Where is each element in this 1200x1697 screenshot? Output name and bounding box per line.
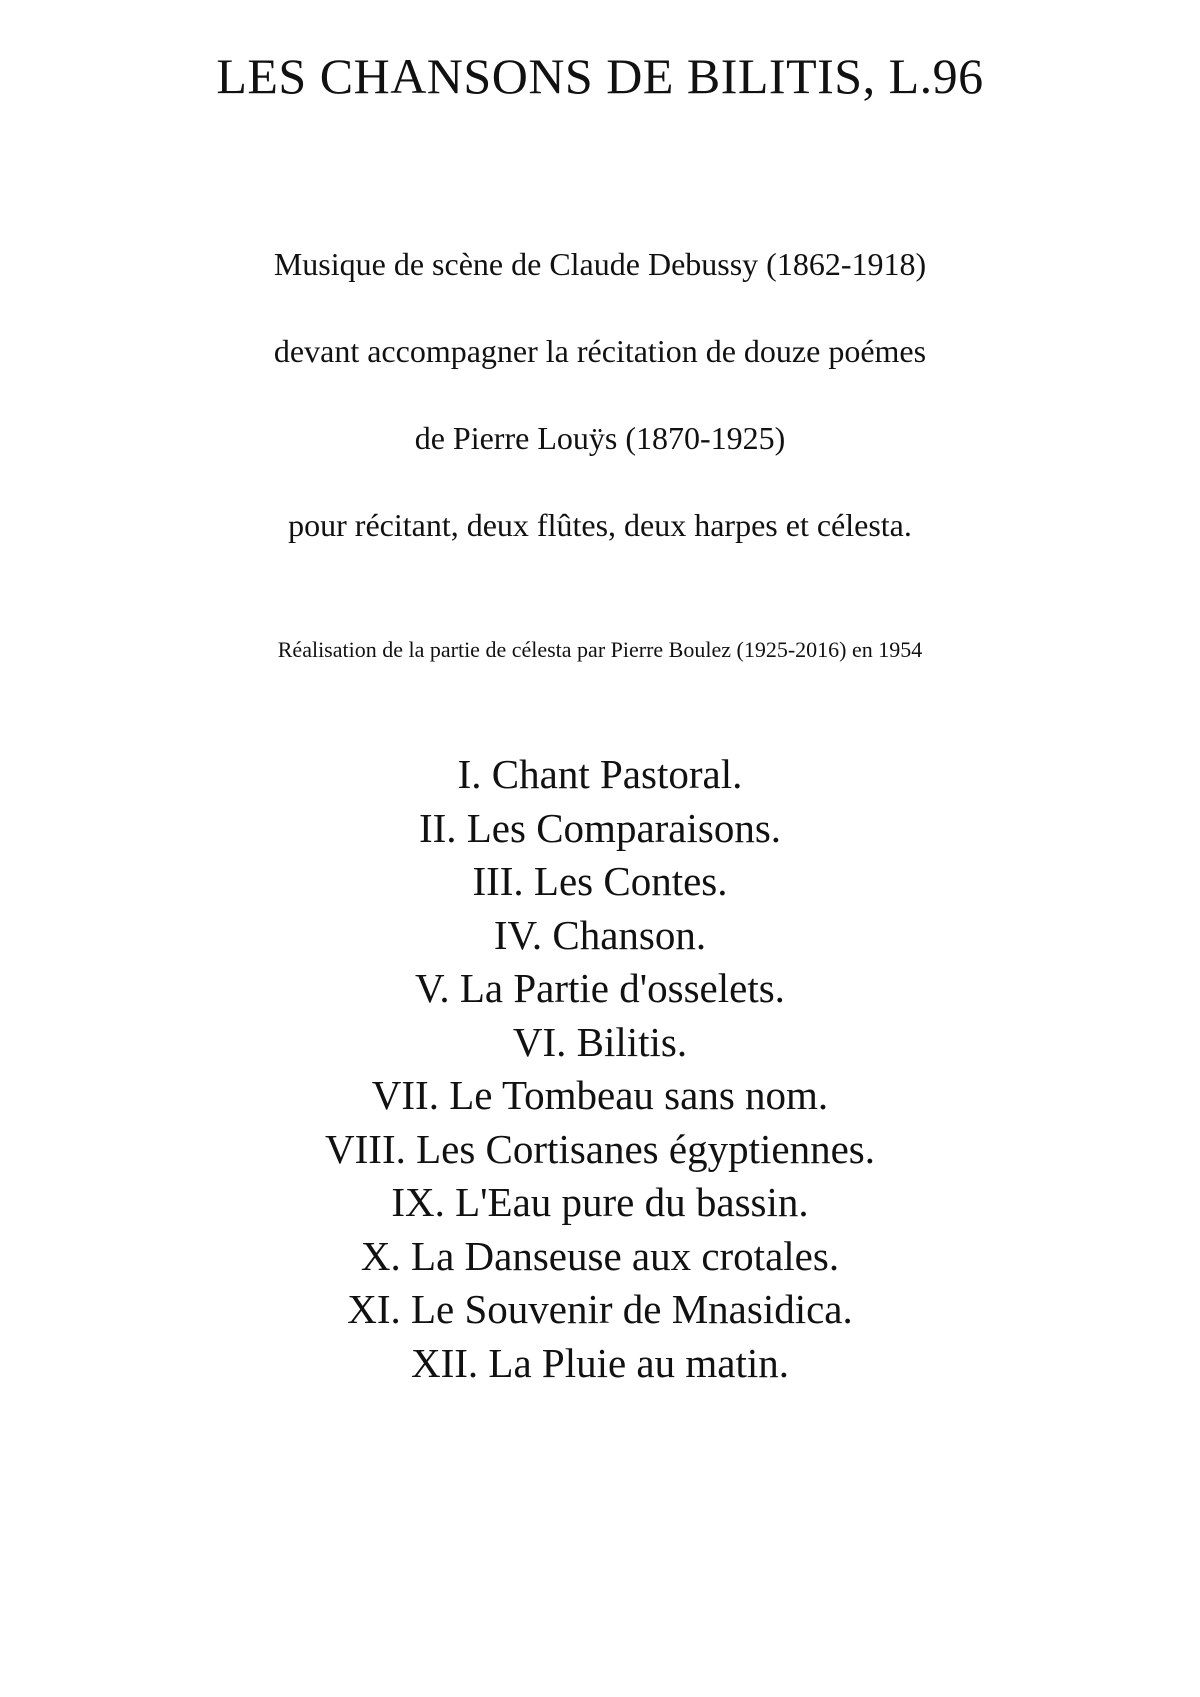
movement-item: VI. Bilitis. bbox=[512, 1018, 688, 1065]
celesta-credit: Réalisation de la partie de célesta par Pierre Boulez (1925-2016) en 1954 bbox=[277, 637, 923, 662]
movement-item: III. Les Contes. bbox=[472, 858, 728, 904]
subtitle-line-instrumentation: pour récitant, deux flûtes, deux harpes et célesta. bbox=[288, 507, 912, 543]
movement-item: I. Chant Pastoral. bbox=[457, 751, 743, 797]
movement-item: XII. La Pluie au matin. bbox=[410, 1339, 789, 1386]
movement-item: V. La Partie d'osselets. bbox=[415, 965, 785, 1011]
document-title: LES CHANSONS DE BILITIS, L.96 bbox=[216, 48, 984, 104]
movement-item: IX. L'Eau pure du bassin. bbox=[391, 1179, 809, 1225]
movement-item: II. Les Comparaisons. bbox=[418, 804, 782, 851]
movement-item: X. La Danseuse aux crotales. bbox=[360, 1232, 840, 1279]
subtitle-line-composer: Musique de scène de Claude Debussy (1862-1918) bbox=[273, 246, 927, 282]
movement-list bbox=[0, 748, 1200, 1390]
movement-item: VII. Le Tombeau sans nom. bbox=[371, 1072, 829, 1118]
subtitle-line-poet: de Pierre Louÿs (1870-1925) bbox=[414, 420, 786, 456]
movement-item: VIII. Les Cortisanes égyptiennes. bbox=[325, 1125, 875, 1172]
movement-item: IV. Chanson. bbox=[493, 911, 707, 958]
movement-item: XI. Le Souvenir de Mnasidica. bbox=[347, 1286, 853, 1332]
subtitle-line-purpose: devant accompagner la récitation de douze poémes bbox=[273, 333, 927, 369]
